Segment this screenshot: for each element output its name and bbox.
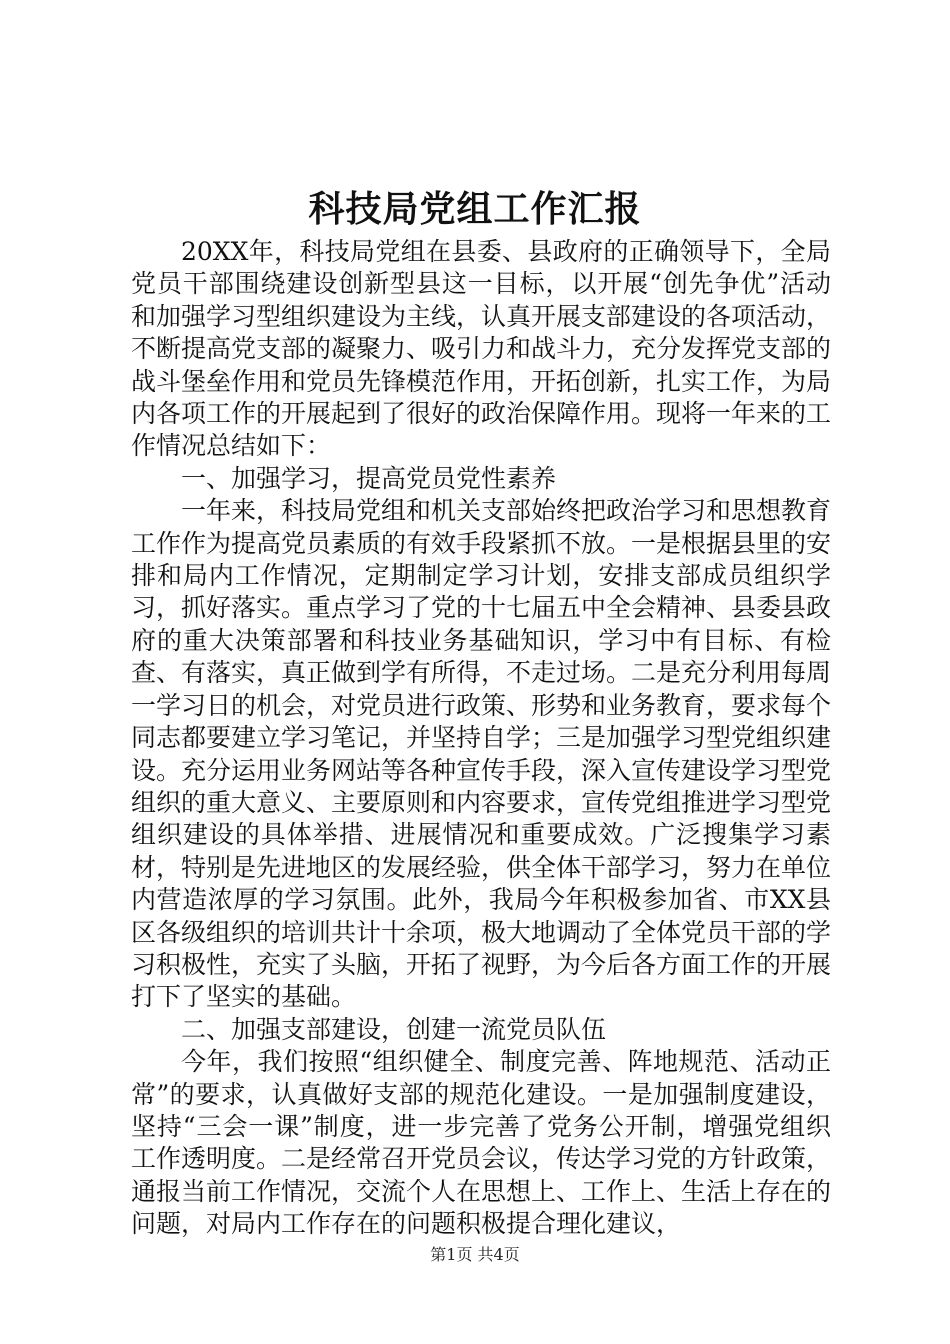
- document-body: [131, 236, 831, 1241]
- paragraph-section-2: 今年，我们按照“组织健全、制度完善、阵地规范、活动正常”的要求，认真做好支部的规范化建设。一是加强制度建设，坚持“三会一课”制度，进一步完善了党务公开制，增强党组织工作透明度。二是经常召开党员会议，传达学习党的方针政策，通报当前工作情况，交流个人在思想上、工作上、生活上存在的问题，对局内工作存在的问题积极提合理化建议，: [131, 1047, 832, 1239]
- paragraph-intro: 20XX年，科技局党组在县委、县政府的正确领导下，全局党员干部围绕建设创新型县这一目标，以开展“创先争优”活动和加强学习型组织建设为主线，认真开展支部建设的各项活动，不断提高党支部的凝聚力、吸引力和战斗力，充分发挥党支部的战斗堡垒作用和党员先锋模范作用，开拓创新，扎实工作，为局内各项工作的开展起到了很好的政治保障作用。现将一年来的工作情况总结如下：: [131, 237, 832, 461]
- document-title: 科技局党组工作汇报: [308, 188, 642, 230]
- section-heading-1: 一、加强学习，提高党员党性素养: [181, 463, 557, 493]
- paragraph-section-1: 一年来，科技局党组和机关支部始终把政治学习和思想教育工作作为提高党员素质的有效手段紧抓不放。一是根据县里的安排和局内工作情况，定期制定学习计划，安排支部成员组织学习，抓好落实。重点学习了党的十七届五中全会精神、县委县政府的重大决策部署和科技业务基础知识，学习中有目标、有检查、有落实，真正做到学有所得，不走过场。二是充分利用每周一学习日的机会，对党员进行政策、形势和业务教育，要求每个同志都要建立学习笔记，并坚持自学；三是加强学习型党组织建设。充分运用业务网站等各种宣传手段，深入宣传建设学习型党组织的重大意义、主要原则和内容要求，宣传党组推进学习型党组织建设的具体举措、进展情况和重要成效。广泛搜集学习素材，特别是先进地区的发展经验，供全体干部学习，努力在单位内营造浓厚的学习氛围。此外，我局今年积极参加省、市XX县区各级组织的培训共计十余项，极大地调动了全体党员干部的学习积极性，充实了头脑，开拓了视野，为今后各方面工作的开展打下了坚实的基础。: [131, 496, 832, 1012]
- section-heading-2: 二、加强支部建设，创建一流党员队伍: [181, 1014, 607, 1044]
- page-footer: 第1页 共4页: [430, 1245, 520, 1264]
